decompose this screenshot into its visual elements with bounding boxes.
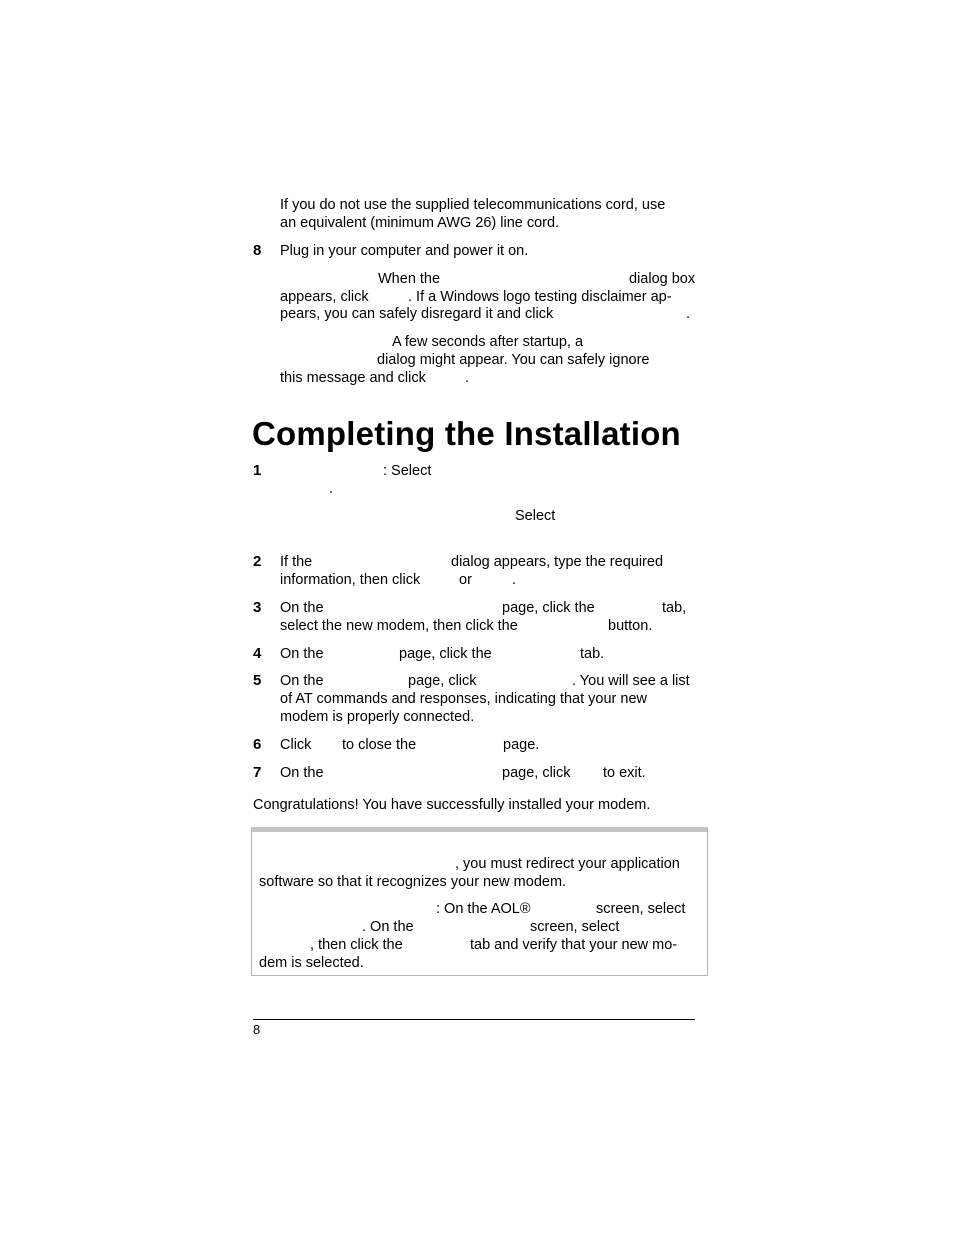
intro-line-1: If you do not use the supplied telecommunications cord, use bbox=[280, 197, 666, 213]
note-1-text: . If a Windows logo testing disclaimer ap- bbox=[408, 289, 672, 305]
note-box-text: , you must redirect your application bbox=[455, 856, 680, 872]
note-box-text: dem is selected. bbox=[259, 955, 364, 971]
note-1-text: pears, you can safely disregard it and click bbox=[280, 306, 554, 322]
note-1-text: . bbox=[686, 306, 691, 322]
step-2-text: information, then click bbox=[280, 572, 421, 588]
step-3-text: tab, bbox=[662, 600, 687, 616]
step-2-text: . bbox=[512, 572, 517, 588]
note-box-text: tab and verify that your new mo- bbox=[470, 937, 678, 953]
note-box-text: , then click the bbox=[310, 937, 403, 953]
step-1-text: : Select bbox=[383, 463, 432, 479]
step-1-number: 1 bbox=[253, 462, 262, 479]
intro-line-2: an equivalent (minimum AWG 26) line cord. bbox=[280, 215, 560, 231]
step-4-text: tab. bbox=[580, 646, 605, 662]
step-7-number: 7 bbox=[253, 764, 262, 781]
note-1-text: When the bbox=[378, 271, 441, 287]
step-3-text: On the bbox=[280, 600, 324, 616]
step-7-text: page, click bbox=[502, 765, 571, 781]
step-5-text: modem is properly connected. bbox=[280, 709, 475, 725]
step-4-text: page, click the bbox=[399, 646, 492, 662]
step-6-text: page. bbox=[503, 737, 540, 753]
step-2-text: dialog appears, type the required bbox=[451, 554, 664, 570]
step-5-number: 5 bbox=[253, 672, 262, 689]
footer-rule bbox=[253, 1019, 695, 1020]
note-2-text: dialog might appear. You can safely ignore bbox=[377, 352, 650, 368]
step-2-text: or bbox=[459, 572, 472, 588]
note-box-text: . On the bbox=[362, 919, 414, 935]
page-number: 8 bbox=[253, 1022, 261, 1037]
step-5-text: On the bbox=[280, 673, 324, 689]
note-2-text: . bbox=[465, 370, 470, 386]
step-2-number: 2 bbox=[253, 553, 262, 570]
step-3-text: select the new modem, then click the bbox=[280, 618, 518, 634]
note-1-text: appears, click bbox=[280, 289, 369, 305]
section-heading: Completing the Installation bbox=[252, 415, 681, 452]
step-6-text: Click bbox=[280, 737, 312, 753]
note-box-text: : On the AOL® bbox=[436, 901, 531, 917]
step-7-text: to exit. bbox=[603, 765, 646, 781]
note-2-text: this message and click bbox=[280, 370, 426, 386]
step-3-number: 3 bbox=[253, 599, 262, 616]
note-2-text: A few seconds after startup, a bbox=[392, 334, 584, 350]
step-2-text: If the bbox=[280, 554, 313, 570]
step-3-text: page, click the bbox=[502, 600, 595, 616]
step-4-text: On the bbox=[280, 646, 324, 662]
step-5-text: of AT commands and responses, indicating that your new bbox=[280, 691, 648, 707]
step-5-text: . You will see a list bbox=[572, 673, 690, 689]
step-1-text: Select bbox=[515, 508, 556, 524]
step-8-number: 8 bbox=[253, 242, 262, 259]
note-box-text: screen, select bbox=[596, 901, 686, 917]
step-6-number: 6 bbox=[253, 736, 262, 753]
note-box-text: software so that it recognizes your new modem. bbox=[259, 874, 567, 890]
note-box-text: screen, select bbox=[530, 919, 620, 935]
note-1-text: dialog box bbox=[629, 271, 696, 287]
step-8-text: Plug in your computer and power it on. bbox=[280, 243, 529, 259]
step-3-text: button. bbox=[608, 618, 653, 634]
congratulations-text: Congratulations! You have successfully installed your modem. bbox=[253, 797, 651, 813]
step-1-text: . bbox=[329, 481, 334, 497]
step-4-number: 4 bbox=[253, 645, 262, 662]
step-6-text: to close the bbox=[342, 737, 417, 753]
step-5-text: page, click bbox=[408, 673, 477, 689]
step-7-text: On the bbox=[280, 765, 324, 781]
